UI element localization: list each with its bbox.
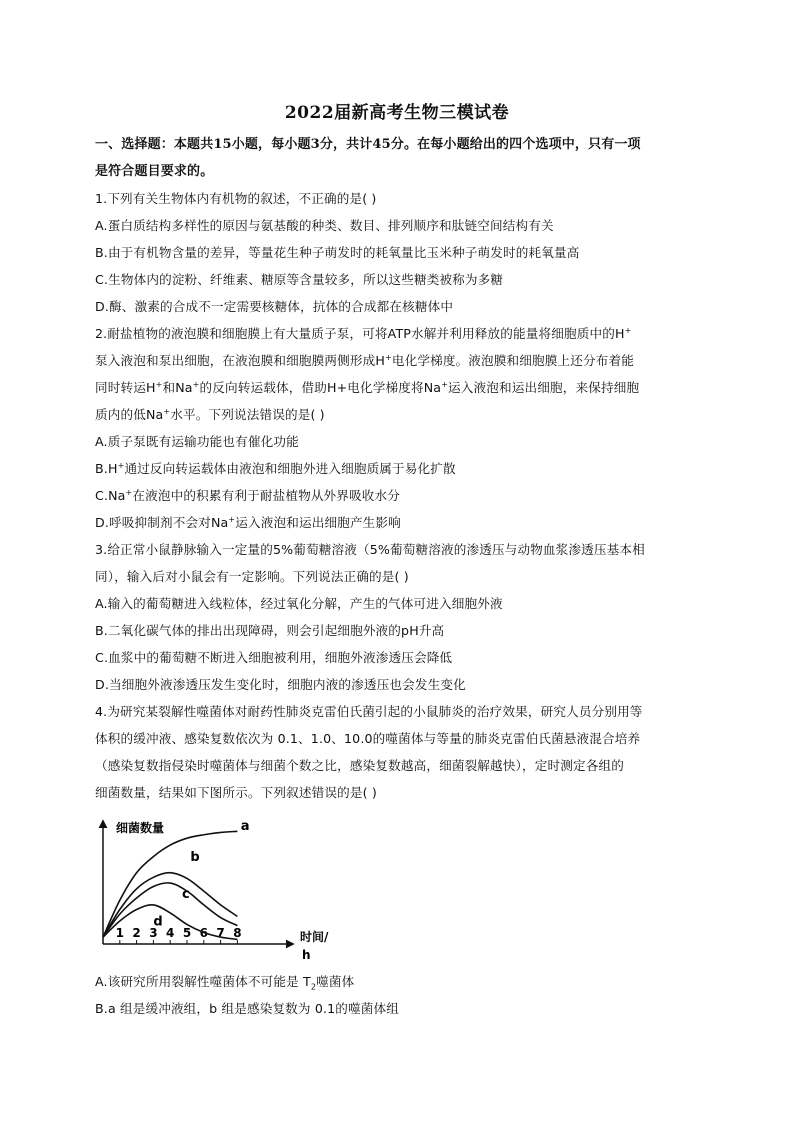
x-tick-label: 7 — [216, 926, 225, 940]
y-axis-label: 细菌数量 — [116, 821, 165, 835]
q3-stem-line1: 3.给正常小鼠静脉输入一定量的5%葡萄糖溶液（5%葡萄糖溶液的渗透压与动物血浆渗透压基本相 — [95, 542, 645, 557]
series-label-b: b — [190, 850, 200, 866]
series-line-a — [103, 831, 237, 937]
q1-option-c: C.生物体内的淀粉、纤维素、糖原等含量较多，所以这些糖类被称为多糖 — [95, 272, 504, 287]
q4-stem-line2: 体积的缓冲液、感染复数依次为 0.1、1.0、10.0的噬菌体与等量的肺炎克雷伯氏菌悬液混合培养 — [95, 731, 641, 746]
x-tick-label: 4 — [166, 926, 175, 940]
x-tick-label: 5 — [182, 926, 192, 940]
x-tick-label: 2 — [132, 926, 141, 940]
q1-stem: 1.下列有关生物体内有机物的叙述，不正确的是( ) — [95, 191, 377, 206]
series-label-c: c — [181, 887, 190, 902]
q4-stem-line4: 细菌数量，结果如下图所示。下列叙述错误的是( ) — [95, 785, 377, 800]
x-axis-label-line2: h — [302, 948, 311, 962]
x-tick-label: 3 — [149, 926, 158, 940]
q2-stem-line4: 质内的低Na+水平。下列说法错误的是( ) — [95, 406, 325, 422]
series-label-d: d — [153, 914, 163, 930]
q2-stem-line1: 2.耐盐植物的液泡膜和细胞膜上有大量质子泵，可将ATP水解并利用释放的能量将细胞质中的H+ — [95, 325, 632, 341]
series-label-a: a — [240, 819, 250, 835]
q2-stem-line3: 同时转运H+和Na+的反向转运载体，借助H+电化学梯度将Na+运入液泡和运出细胞，来保持细胞 — [95, 379, 640, 395]
q4-stem-line1: 4.为研究某裂解性噬菌体对耐药性肺炎克雷伯氏菌引起的小鼠肺炎的治疗效果，研究人员分别用等 — [95, 704, 643, 719]
page-title: 2022届新高考生物三模试卷 — [284, 103, 510, 123]
x-tick-label: 6 — [199, 926, 208, 940]
section-instruction-line1: 一、选择题：本题共15小题，每小题3分，共计45分。在每小题给出的四个选项中，只有一项 — [95, 137, 641, 152]
q1-option-a: A.蛋白质结构多样性的原因与氨基酸的种类、数目、排列顺序和肽链空间结构有关 — [95, 218, 554, 233]
x-axis-label-line1: 时间/ — [300, 930, 329, 944]
q2-option-a: A.质子泵既有运输功能也有催化功能 — [95, 434, 299, 449]
q2-option-c: C.Na+在液泡中的积累有利于耐盐植物从外界吸收水分 — [95, 487, 401, 503]
q2-option-d: D.呼吸抑制剂不会对Na+运入液泡和运出细胞产生影响 — [95, 514, 401, 530]
q3-option-a: A.输入的葡萄糖进入线粒体，经过氧化分解，产生的气体可进入细胞外液 — [95, 596, 503, 611]
q4-option-a: A.该研究所用裂解性噬菌体不可能是 $T_2$噬菌体 — [95, 974, 355, 992]
q4-option-b: B.a 组是缓冲液组，b 组是感染复数为 0.1的噬菌体组 — [95, 1001, 400, 1016]
q4-stem-line3: （感染复数指侵染时噬菌体与细菌个数之比，感染复数越高，细菌裂解越快），定时测定各组的 — [95, 758, 624, 773]
q3-option-b: B.二氧化碳气体的排出出现障碍，则会引起细胞外液的pH升高 — [95, 623, 445, 638]
q3-stem-line2: 同），输入后对小鼠会有一定影响。下列说法正确的是( ) — [95, 569, 409, 584]
q1-option-d: D.酶、激素的合成不一定需要核糖体，抗体的合成都在核糖体中 — [95, 299, 454, 314]
section-instruction-line2: 是符合题目要求的。 — [95, 164, 214, 179]
bacteria-count-chart — [88, 815, 348, 965]
q3-option-d: D.当细胞外液渗透压发生变化时，细胞内液的渗透压也会发生变化 — [95, 677, 466, 692]
q2-option-b: B.H+通过反向转运载体由液泡和细胞外进入细胞质属于易化扩散 — [95, 460, 456, 476]
q1-option-b: B.由于有机物含量的差异，等量花生种子萌发时的耗氧量比玉米种子萌发时的耗氧量高 — [95, 245, 580, 260]
x-tick-label: 1 — [115, 926, 124, 940]
q3-option-c: C.血浆中的葡萄糖不断进入细胞被利用，细胞外液渗透压会降低 — [95, 650, 453, 665]
q2-stem-line2: 泵入液泡和泵出细胞，在液泡膜和细胞膜两侧形成H+电化学梯度。液泡膜和细胞膜上还分布着能 — [95, 352, 634, 368]
x-tick-label: 8 — [233, 926, 242, 940]
